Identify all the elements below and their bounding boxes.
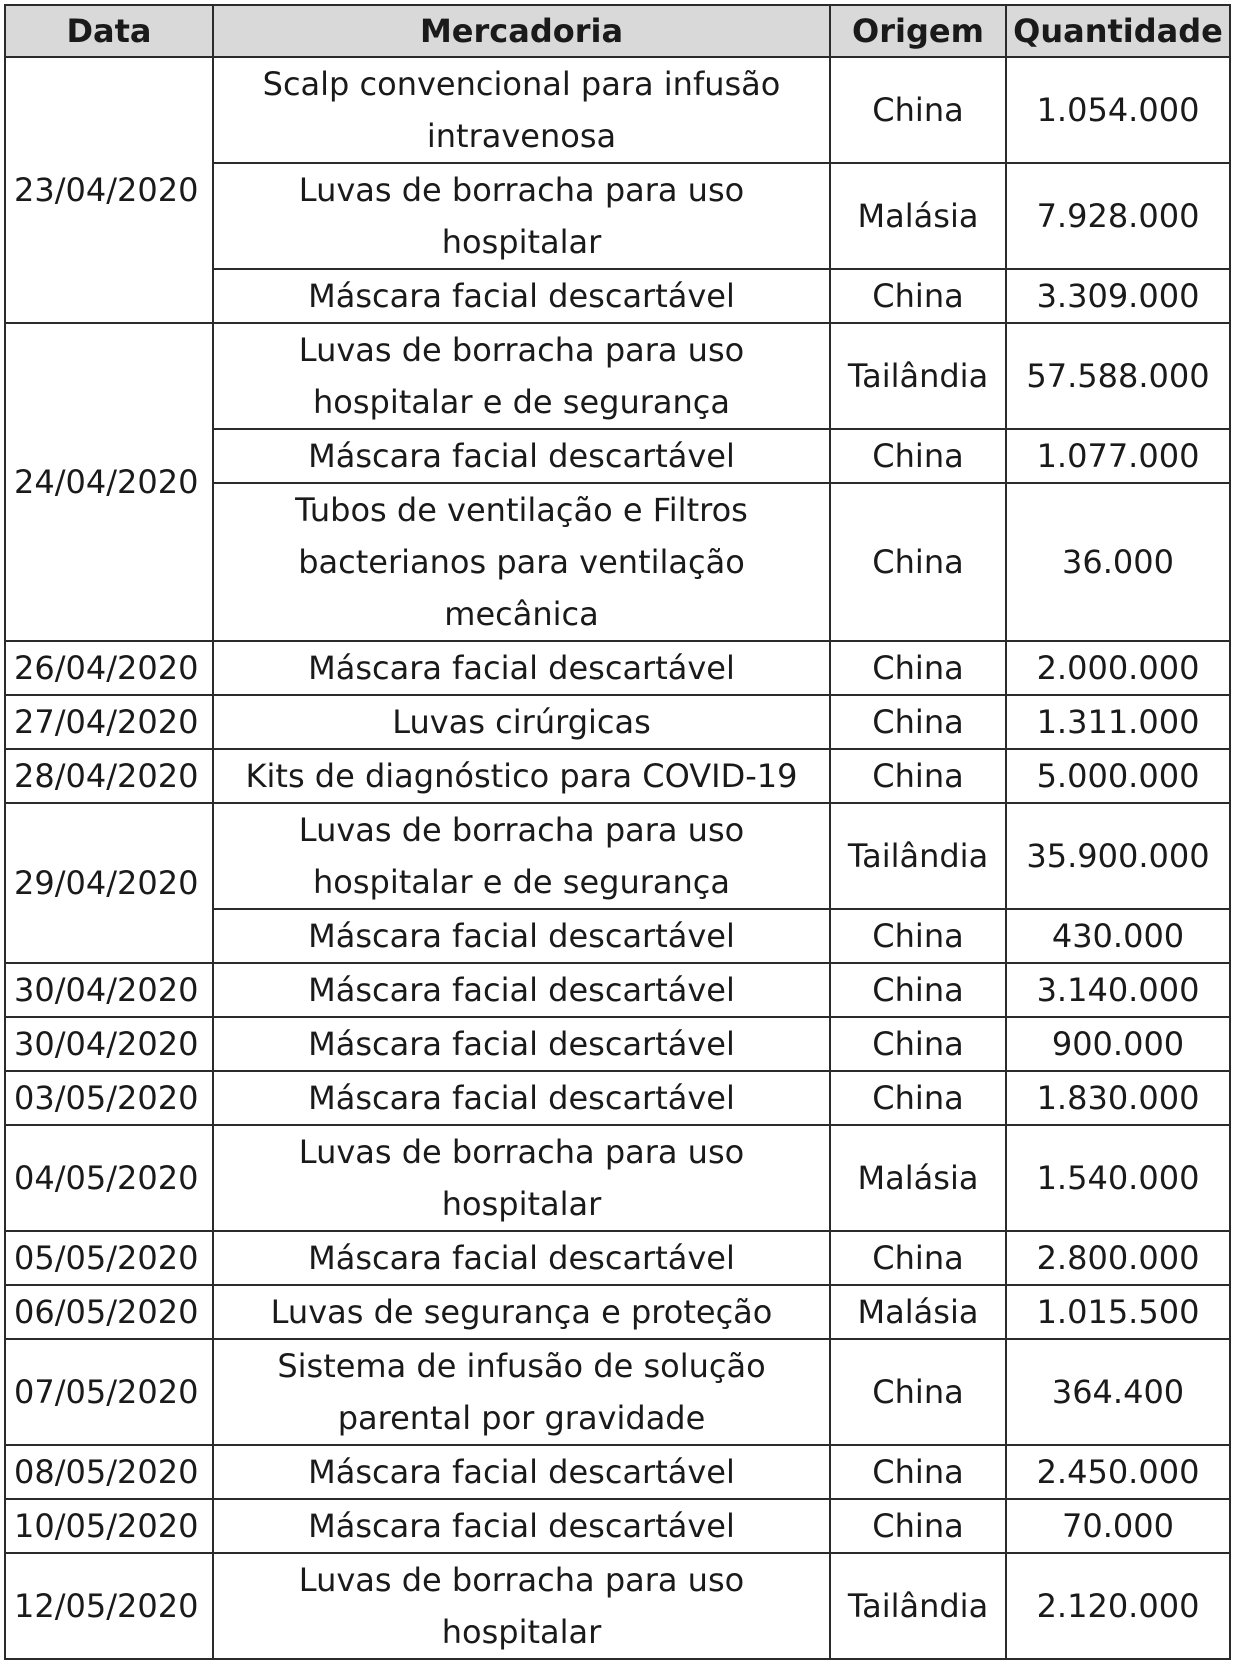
- origem-cell: China: [830, 269, 1006, 323]
- origem-cell: China: [830, 1017, 1006, 1071]
- table-row: [5, 1553, 1230, 1659]
- mercadoria-cell: Máscara facial descartável: [213, 1231, 830, 1285]
- mercadoria-cell: Máscara facial descartável: [213, 963, 830, 1017]
- date-cell: 24/04/2020: [5, 323, 213, 641]
- origem-cell: Malásia: [830, 163, 1006, 269]
- quantidade-cell: 7.928.000: [1006, 163, 1230, 269]
- origem-cell: China: [830, 1339, 1006, 1445]
- mercadoria-cell: Luvas de borracha para uso hospitalar: [213, 1125, 830, 1231]
- quantidade-cell: 2.000.000: [1006, 641, 1230, 695]
- mercadoria-cell: Máscara facial descartável: [213, 1499, 830, 1553]
- table-row: [5, 641, 1230, 695]
- mercadoria-cell: Máscara facial descartável: [213, 641, 830, 695]
- date-cell: 12/05/2020: [5, 1553, 213, 1659]
- origem-cell: China: [830, 695, 1006, 749]
- quantidade-cell: 2.450.000: [1006, 1445, 1230, 1499]
- mercadoria-cell: Máscara facial descartável: [213, 1445, 830, 1499]
- origem-cell: China: [830, 1445, 1006, 1499]
- header-quantidade: Quantidade: [1006, 5, 1230, 57]
- table-row: [5, 695, 1230, 749]
- date-cell: 28/04/2020: [5, 749, 213, 803]
- table-row: [5, 1231, 1230, 1285]
- table-row: [5, 963, 1230, 1017]
- quantidade-cell: 5.000.000: [1006, 749, 1230, 803]
- mercadoria-cell: Luvas de borracha para uso hospitalar e de segurança: [213, 803, 830, 909]
- quantidade-cell: 364.400: [1006, 1339, 1230, 1445]
- quantidade-cell: 3.140.000: [1006, 963, 1230, 1017]
- origem-cell: China: [830, 57, 1006, 163]
- origem-cell: China: [830, 429, 1006, 483]
- quantidade-cell: 35.900.000: [1006, 803, 1230, 909]
- table-row: [5, 1125, 1230, 1231]
- mercadoria-cell: Luvas de borracha para uso hospitalar: [213, 163, 830, 269]
- origem-cell: China: [830, 963, 1006, 1017]
- date-cell: 26/04/2020: [5, 641, 213, 695]
- header-origem: Origem: [830, 5, 1006, 57]
- quantidade-cell: 57.588.000: [1006, 323, 1230, 429]
- table-row: [5, 1339, 1230, 1445]
- quantidade-cell: 2.120.000: [1006, 1553, 1230, 1659]
- import-table: [4, 4, 1231, 1660]
- origem-cell: China: [830, 1071, 1006, 1125]
- table-row: [5, 1285, 1230, 1339]
- quantidade-cell: 430.000: [1006, 909, 1230, 963]
- origem-cell: Tailândia: [830, 803, 1006, 909]
- quantidade-cell: 36.000: [1006, 483, 1230, 641]
- date-cell: 29/04/2020: [5, 803, 213, 963]
- header-data: Data: [5, 5, 213, 57]
- origem-cell: Tailândia: [830, 323, 1006, 429]
- table-row: [5, 803, 1230, 909]
- mercadoria-cell: Máscara facial descartável: [213, 909, 830, 963]
- date-cell: 30/04/2020: [5, 1017, 213, 1071]
- header-mercadoria: Mercadoria: [213, 5, 830, 57]
- date-cell: 10/05/2020: [5, 1499, 213, 1553]
- quantidade-cell: 1.830.000: [1006, 1071, 1230, 1125]
- date-cell: 27/04/2020: [5, 695, 213, 749]
- origem-cell: China: [830, 909, 1006, 963]
- quantidade-cell: 2.800.000: [1006, 1231, 1230, 1285]
- mercadoria-cell: Sistema de infusão de solução parental por gravidade: [213, 1339, 830, 1445]
- mercadoria-cell: Máscara facial descartável: [213, 1071, 830, 1125]
- mercadoria-cell: Luvas de borracha para uso hospitalar e de segurança: [213, 323, 830, 429]
- origem-cell: China: [830, 749, 1006, 803]
- date-cell: 04/05/2020: [5, 1125, 213, 1231]
- mercadoria-cell: Máscara facial descartável: [213, 429, 830, 483]
- date-cell: 30/04/2020: [5, 963, 213, 1017]
- origem-cell: China: [830, 1231, 1006, 1285]
- quantidade-cell: 1.540.000: [1006, 1125, 1230, 1231]
- quantidade-cell: 1.077.000: [1006, 429, 1230, 483]
- origem-cell: China: [830, 1499, 1006, 1553]
- quantidade-cell: 3.309.000: [1006, 269, 1230, 323]
- mercadoria-cell: Máscara facial descartável: [213, 269, 830, 323]
- date-cell: 06/05/2020: [5, 1285, 213, 1339]
- date-cell: 07/05/2020: [5, 1339, 213, 1445]
- quantidade-cell: 1.015.500: [1006, 1285, 1230, 1339]
- table-row: [5, 1071, 1230, 1125]
- table-row: [5, 749, 1230, 803]
- mercadoria-cell: Kits de diagnóstico para COVID-19: [213, 749, 830, 803]
- header-row: [5, 5, 1230, 57]
- mercadoria-cell: Scalp convencional para infusão intravenosa: [213, 57, 830, 163]
- table-row: [5, 1499, 1230, 1553]
- table-row: [5, 1445, 1230, 1499]
- date-cell: 08/05/2020: [5, 1445, 213, 1499]
- quantidade-cell: 1.054.000: [1006, 57, 1230, 163]
- table-row: [5, 323, 1230, 429]
- mercadoria-cell: Luvas cirúrgicas: [213, 695, 830, 749]
- table-row: [5, 57, 1230, 163]
- quantidade-cell: 70.000: [1006, 1499, 1230, 1553]
- mercadoria-cell: Luvas de segurança e proteção: [213, 1285, 830, 1339]
- date-cell: 03/05/2020: [5, 1071, 213, 1125]
- origem-cell: China: [830, 483, 1006, 641]
- origem-cell: Malásia: [830, 1125, 1006, 1231]
- origem-cell: Tailândia: [830, 1553, 1006, 1659]
- mercadoria-cell: Tubos de ventilação e Filtros bacterianos para ventilação mecânica: [213, 483, 830, 641]
- mercadoria-cell: Máscara facial descartável: [213, 1017, 830, 1071]
- quantidade-cell: 900.000: [1006, 1017, 1230, 1071]
- table-row: [5, 1017, 1230, 1071]
- origem-cell: China: [830, 641, 1006, 695]
- quantidade-cell: 1.311.000: [1006, 695, 1230, 749]
- date-cell: 23/04/2020: [5, 57, 213, 323]
- origem-cell: Malásia: [830, 1285, 1006, 1339]
- mercadoria-cell: Luvas de borracha para uso hospitalar: [213, 1553, 830, 1659]
- date-cell: 05/05/2020: [5, 1231, 213, 1285]
